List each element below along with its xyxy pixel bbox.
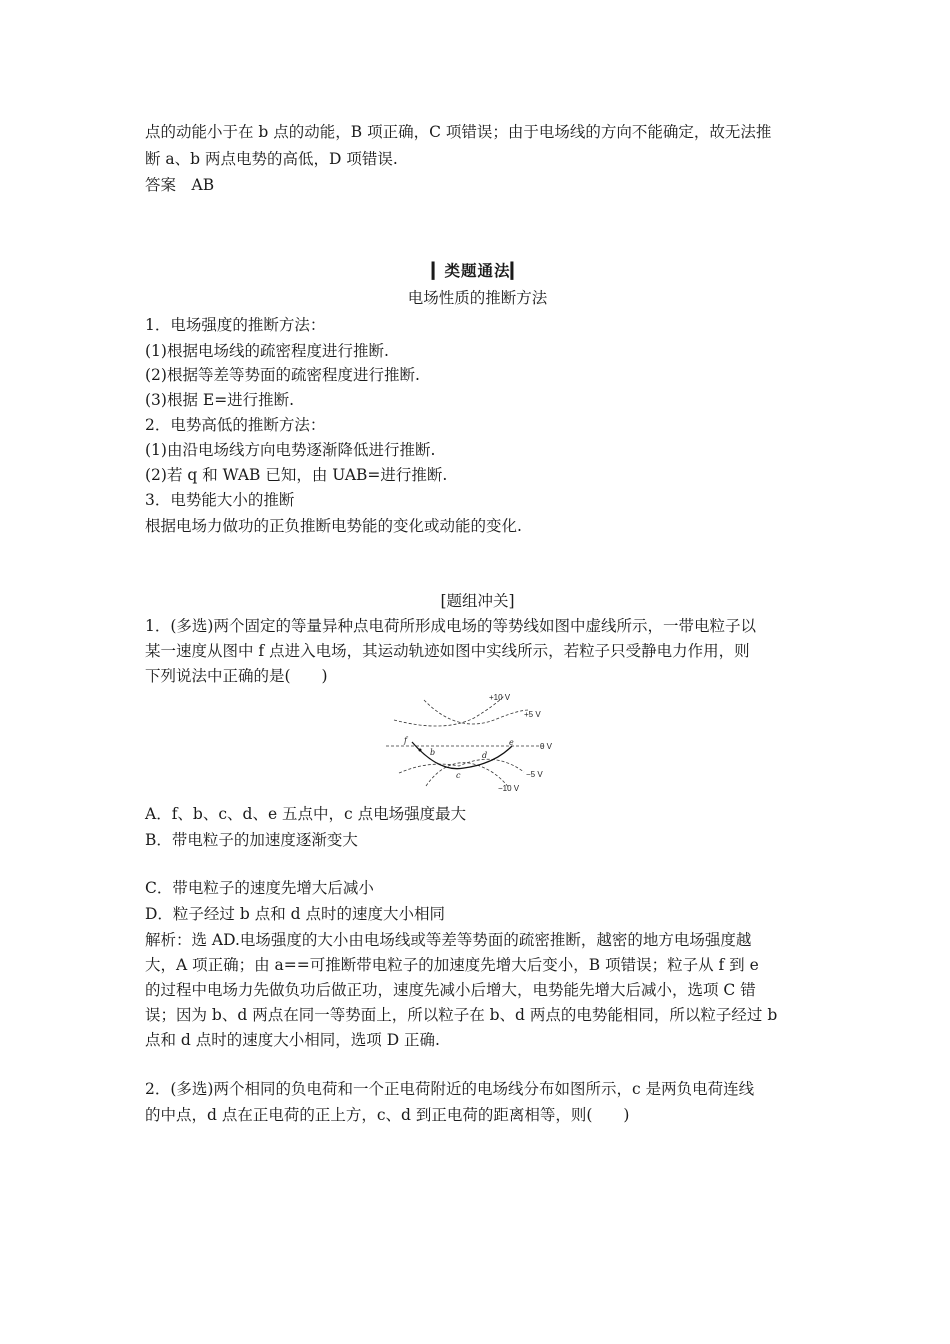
prev-answer-line-1: 点的动能小于在 b 点的动能，B 项正确，C 项错误；由于电场线的方向不能确定，故无法推 — [145, 123, 772, 141]
q1-analysis-line: 点和 d 点时的速度大小相同，选项 D 正确. — [145, 1031, 440, 1049]
q1-analysis-line: 解析：选 AD.电场强度的大小由电场线或等差等势面的疏密推断，越密的地方电场强度越 — [145, 931, 752, 949]
method-banner: ▎类题通法▎ — [431, 261, 524, 280]
equipotential-line-minus5 — [399, 759, 524, 773]
method-line: (2)若 q 和 WAB 已知，由 UAB=进行推断. — [145, 466, 448, 484]
method-line: (3)根据 E=进行推断. — [145, 391, 295, 409]
q1-stem-line: 1．(多选)两个固定的等量异种点电荷所形成电场的等势线如图中虚线所示，一带电粒子以 — [145, 617, 756, 635]
point-label: b — [430, 748, 436, 757]
point-label: c — [456, 771, 461, 780]
prev-answer-line-2: 断 a、b 两点电势的高低，D 项错误. — [145, 150, 398, 168]
q1-stem-line: 下列说法中正确的是( ) — [145, 667, 328, 685]
potential-label: +5 V — [524, 710, 541, 719]
q1-stem-line: 某一速度从图中 f 点进入电场，其运动轨迹如图中实线所示，若粒子只受静电力作用，则 — [145, 642, 750, 660]
method-line: 2．电势高低的推断方法： — [145, 416, 326, 434]
point-label: f — [404, 736, 407, 745]
q1-analysis-line: 误；因为 b、d 两点在同一等势面上，所以粒子在 b、d 两点的电势能相同，所以粒子经过 b — [145, 1006, 778, 1024]
equipotential-line-plus5 — [424, 700, 529, 724]
point-label: e — [509, 738, 514, 747]
q1-option-c: C．带电粒子的速度先增大后减小 — [145, 879, 374, 897]
q1-option-a: A．f、b、c、d、e 五点中，c 点电场强度最大 — [145, 805, 467, 823]
equipotential-figure — [384, 688, 564, 798]
potential-label: 0 V — [540, 742, 553, 751]
equipotential-line-plus10 — [394, 696, 504, 726]
equipotential-line-minus10 — [426, 763, 509, 788]
method-line: 根据电场力做功的正负推断电势能的变化或动能的变化. — [145, 517, 522, 535]
q1-analysis-line: 大，A 项正确；由 a==可推断带电粒子的加速度先增大后变小，B 项错误；粒子从 f 到 e — [145, 956, 759, 974]
method-line: (2)根据等差等势面的疏密程度进行推断. — [145, 366, 420, 384]
point-label: d — [482, 751, 488, 760]
answer-label: 答案 AB — [145, 176, 215, 194]
point-b-marker — [419, 749, 422, 752]
method-line: (1)由沿电场线方向电势逐渐降低进行推断. — [145, 441, 436, 459]
q1-option-d: D．粒子经过 b 点和 d 点时的速度大小相同 — [145, 905, 445, 923]
method-line: 3．电势能大小的推断 — [145, 491, 295, 509]
potential-label: −10 V — [498, 784, 520, 793]
method-line: (1)根据电场线的疏密程度进行推断. — [145, 342, 389, 360]
method-line: 1．电场强度的推断方法： — [145, 316, 326, 334]
q1-analysis-line: 的过程中电场力先做负功后做正功，速度先减小后增大，电势能先增大后减小，选项 C 错 — [145, 981, 756, 999]
q2-stem-line: 2．(多选)两个相同的负电荷和一个正电荷附近的电场线分布如图所示，c 是两负电荷连线 — [145, 1080, 755, 1098]
potential-label: −5 V — [526, 770, 543, 779]
section-title: [题组冲关] — [440, 592, 515, 610]
potential-label: +10 V — [489, 693, 511, 702]
q1-option-b: B．带电粒子的加速度逐渐变大 — [145, 831, 358, 849]
method-title: 电场性质的推断方法 — [407, 289, 548, 307]
q2-stem-line: 的中点，d 点在正电荷的正上方，c、d 到正电荷的距离相等，则( ) — [145, 1106, 630, 1124]
